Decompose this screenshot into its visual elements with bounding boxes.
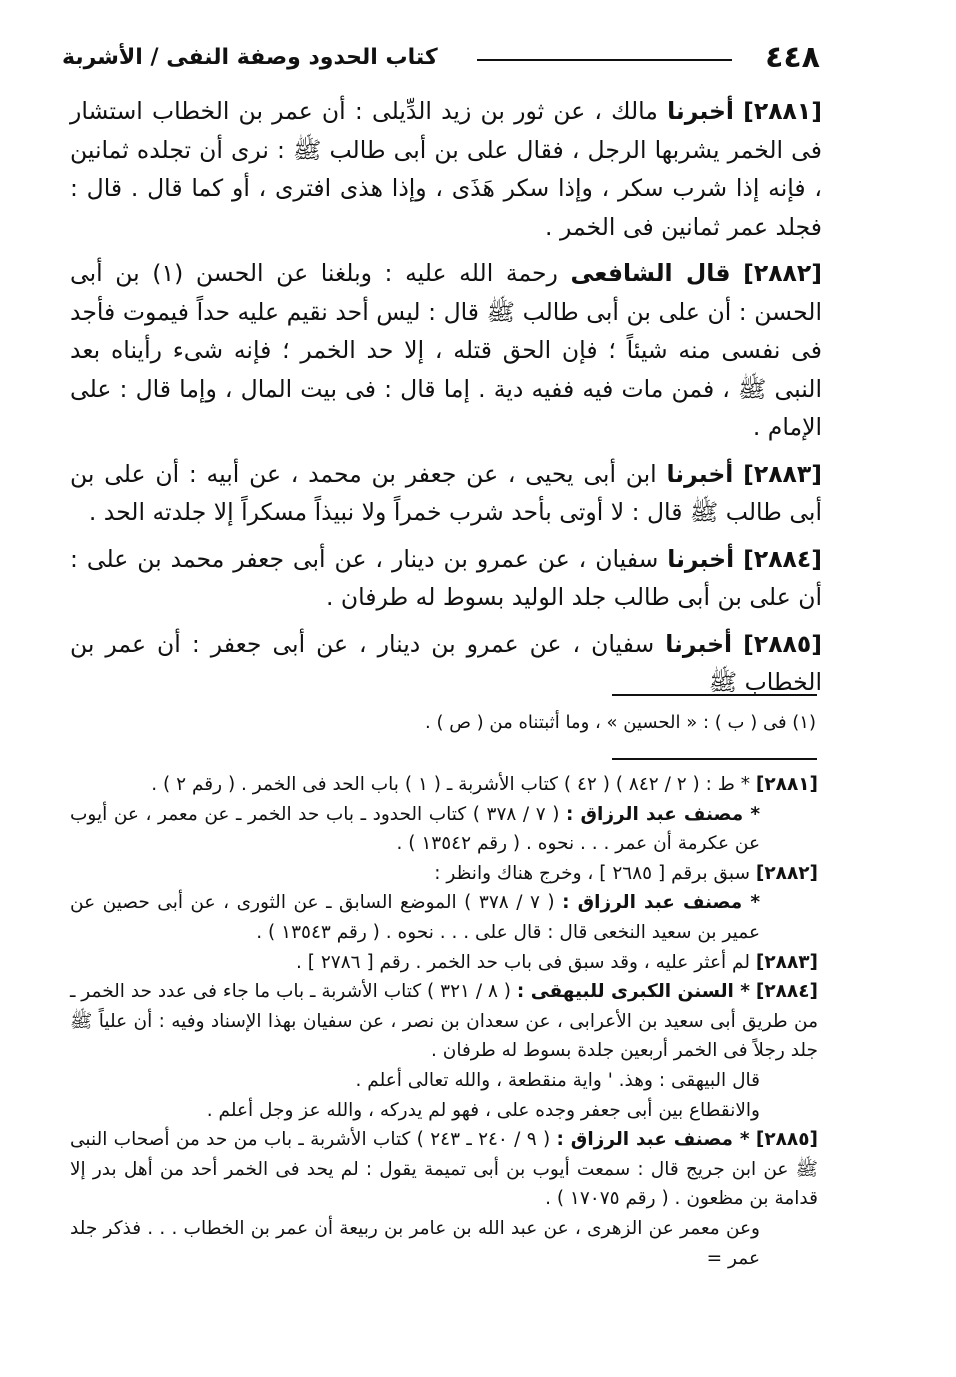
reference-number: [٢٨٨٢] xyxy=(755,862,818,884)
reference-entry xyxy=(70,948,818,978)
reference-number: [٢٨٨٥] xyxy=(755,1129,818,1151)
reference-entry xyxy=(70,859,818,889)
reference-entry xyxy=(70,800,818,859)
reference-entry xyxy=(70,977,818,1066)
references-rule xyxy=(612,758,817,760)
hadith-number: [٢٨٨٤] xyxy=(743,544,822,573)
reference-number: [٢٨٨٣] xyxy=(755,951,818,973)
reference-text: قال البيهقى : وهذ. ' واية منقطعة ، والله تعالى أعلم . xyxy=(355,1069,760,1091)
hadith-2881 xyxy=(70,92,822,246)
reference-text: والانقطاع بين أبى جعفر وجده على ، فهو لم يدركه ، والله عز وجل أعلم . xyxy=(206,1099,760,1121)
hadith-number: [٢٨٨١] xyxy=(743,97,822,125)
hadith-2882 xyxy=(70,254,822,447)
reference-entry xyxy=(70,1096,818,1126)
reference-entry xyxy=(70,770,818,800)
reference-number: [٢٨٨١] xyxy=(755,774,818,795)
reference-entry xyxy=(70,1125,818,1214)
hadith-text: سفيان ، عن عمرو بن دينار ، عن أبى جعفر محمد بن على : أن على بن أبى طالب جلد الوليد بسوط له طرفان . xyxy=(70,544,822,611)
header-rule xyxy=(477,59,732,61)
hadith-2884 xyxy=(70,540,822,617)
reference-entry xyxy=(70,888,818,947)
reference-entry xyxy=(70,1066,818,1096)
hadith-text: سفيان ، عن عمرو بن دينار ، عن أبى جعفر : أن عمر بن الخطاب ﷺ xyxy=(70,629,822,696)
hadith-text: مالك ، عن ثور بن زيد الدِّيلى : أن عمر بن الخطاب استشار فى الخمر يشربها الرجل ، فقال على بن أبى طالب ﷺ : نرى أن تجلده ثمانين ، فإنه إذا شرب سكر ، وإذا سكر هَذَى ، وإذا هذى افترى ، أو كما قال . قال : فجلد عمر ثمانين فى الخمر . xyxy=(70,97,822,241)
hadith-2883 xyxy=(70,455,822,532)
reference-source: * السنن الكبرى للبيهقى : xyxy=(516,981,750,1003)
reference-text: ( ٧ / ٣٧٨ ) كتاب الحدود ـ باب حد الخمر ـ عن معمر ، عن أيوب عن عكرمة أن عمر . . . نحوه . ( رقم ١٣٥٤٢ ) . xyxy=(70,803,760,855)
references xyxy=(70,770,818,1273)
reference-text: وعن معمر عن الزهرى ، عن عبد الله بن عامر بن ربيعة أن عمر بن الخطاب . . . فذكر جلد عمر = xyxy=(70,1217,760,1269)
reference-source: * مصنف عبد الرزاق : xyxy=(562,892,760,914)
reference-text: ( ٩ / ٢٤٠ ـ ٢٤٣ ) كتاب الأشربة ـ باب من حد من أصحاب النبى ﷺ عن ابن جريج قال : سمعت أيوب بن أبى تميمة يقول : لم يحد فى الخمر أحد من أهل بدر إلا قدامة بن مظعون . ( رقم ١٧٠٧٥ ) . xyxy=(70,1129,818,1210)
reference-source: * مصنف عبد الرزاق : xyxy=(565,803,760,825)
reference-text: ( ٨ / ٣٢١ ) كتاب الأشربة ـ باب ما جاء فى عدد حد الخمر ـ من طريق أبى سعيد بن الأعرابى ، عن سعدان بن نصر ، عن سفيان بهذا الإسناد وفيه : أن علياً ﷺ جلد رجلاً فى الخمر أربعين جلدة بسوط له طرفان . xyxy=(70,981,818,1062)
reference-text: * ط : ( ٢ / ٨٤٢ ) ( ٤٢ ) كتاب الأشربة ـ ( ١ ) باب الحد فى الخمر . ( رقم ٢ ) . xyxy=(151,774,750,795)
hadith-lead: أخبرنا xyxy=(666,459,734,488)
running-title: كتاب الحدود وصفة النفى / الأشربة xyxy=(62,45,438,70)
hadith-lead: أخبرنا xyxy=(665,629,733,658)
page-number: ٤٤٨ xyxy=(765,40,820,75)
reference-number: [٢٨٨٤] xyxy=(755,981,818,1003)
hadith-text: ابن أبى يحيى ، عن جعفر بن محمد ، عن أبيه : أن على بن أبى طالب ﷺ قال : لا أوتى بأحد شرب خمراً ولا نبيذاً مسكراً إلا جلدته الحد . xyxy=(70,459,822,526)
hadith-lead: أخبرنا xyxy=(667,97,734,125)
reference-source: * مصنف عبد الرزاق : xyxy=(556,1129,750,1151)
footnote: (١) فى ( ب ) : « الحسين » ، وما أثبتناه من ( ص ) . xyxy=(425,712,816,733)
hadith-text: رحمة الله عليه : وبلغنا عن الحسن (١) بن أبى الحسن : أن على بن أبى طالب ﷺ قال : ليس أحد نقيم عليه حداً فيموت فأجد فى نفسى منه شيئاً ؛ فإن الحق قتله ، إلا حد الخمر ؛ فإنه شىء رأيناه بعد النبى ﷺ ، فمن مات فيه ففيه دية . إما قال : فى بيت المال ، وإما قال : على الإمام . xyxy=(70,259,822,441)
main-text xyxy=(70,92,822,710)
reference-text: ( ٧ / ٣٧٨ ) الموضع السابق ـ عن الثورى ، عن أبى حصين عن عمير بن سعيد النخعى قال : قال على . . . نحوه . ( رقم ١٣٥٤٣ ) . xyxy=(70,892,760,943)
hadith-number: [٢٨٨٣] xyxy=(743,459,822,488)
reference-text: لم أعثر عليه ، وقد سبق فى باب حد الخمر . رقم [ ٢٧٨٦ ] . xyxy=(295,951,750,973)
hadith-number: [٢٨٨٢] xyxy=(743,259,822,287)
footnote-rule xyxy=(612,694,817,696)
hadith-2885 xyxy=(70,625,822,702)
reference-entry xyxy=(70,1214,818,1273)
hadith-number: [٢٨٨٥] xyxy=(743,629,822,658)
running-header xyxy=(62,38,820,78)
hadith-lead: أخبرنا xyxy=(667,544,735,573)
reference-text: سبق برقم [ ٢٦٨٥ ] ، وخرج هناك وانظر : xyxy=(434,862,750,884)
hadith-lead: قال الشافعى xyxy=(570,259,731,287)
